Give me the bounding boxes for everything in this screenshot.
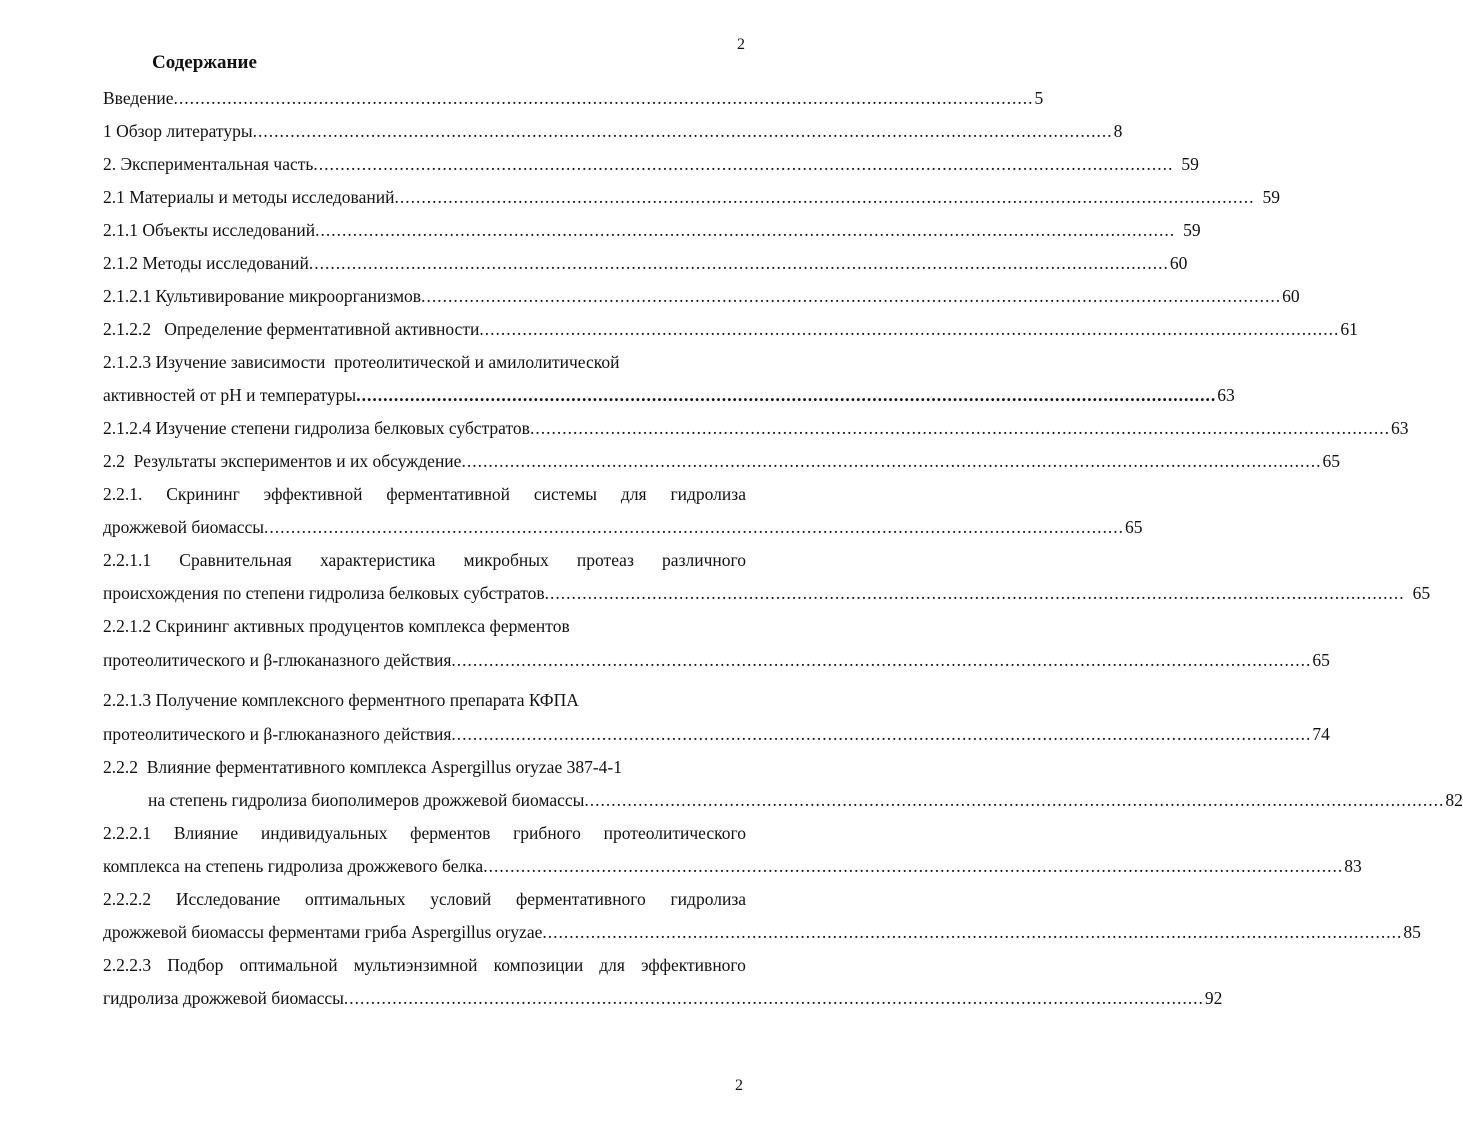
toc-entry-2-2-1-3[interactable]	[103, 722, 1330, 746]
toc-entry-page: 60	[1169, 253, 1188, 273]
toc-entry-2-2-2-2-line1[interactable]	[103, 887, 746, 911]
toc-entry-2-2-1-1-line1[interactable]	[103, 548, 746, 572]
toc-entry-2-2-1-3-line1[interactable]: 2.2.1.3 Получение комплексного ферментного препарата КФПА	[103, 690, 579, 710]
toc-entry-2-2-2-line1[interactable]: 2.2.2 Влияние ферментативного комплекса Aspergillus oryzae 387-4-1	[103, 757, 622, 777]
toc-word: ферментативного	[515, 889, 646, 909]
toc-entry-text: 2.1.2.4 Изучение степени гидролиза белковых субстратов	[103, 418, 530, 438]
toc-entry-page: 65	[1322, 451, 1340, 471]
toc-entry-page: 59	[1262, 187, 1280, 207]
toc-leader-dots: ................................................................................................................................................................	[584, 790, 1445, 810]
toc-entry-2-1-2-3-line1[interactable]: 2.1.2.3 Изучение зависимости протеолитической и амилолитической	[103, 352, 620, 372]
toc-word: эффективного	[641, 955, 746, 975]
toc-entry-text: дрожжевой биомассы	[103, 517, 265, 537]
toc-entry-text: 2.1.2 Методы исследований	[103, 253, 309, 273]
toc-title: Содержание	[152, 52, 257, 73]
toc-entry-text: протеолитического и β-глюканазного действия	[103, 650, 452, 670]
toc-entry-text: 2.1.1 Объекты исследований	[103, 220, 316, 240]
toc-word: для	[599, 955, 625, 975]
toc-entry-text: на степень гидролиза биополимеров дрожжевой биомассы	[148, 790, 585, 810]
toc-entry-2-1-2-1[interactable]	[103, 284, 1300, 308]
toc-entry-2-1[interactable]	[103, 185, 1280, 209]
toc-leader-dots: ................................................................................................................................................................	[173, 88, 1034, 108]
toc-entry-text: происхождения по степени гидролиза белковых субстратов	[103, 583, 545, 603]
toc-entry-2-2-1-2-line1[interactable]: 2.2.1.2 Скрининг активных продуцентов комплекса ферментов	[103, 616, 570, 636]
toc-entry-2-2-2-1[interactable]	[103, 854, 1362, 878]
toc-leader-dots: ................................................................................................................................................................	[529, 418, 1390, 438]
toc-word: протеаз	[576, 550, 634, 570]
toc-word: системы	[533, 484, 598, 504]
toc-entry-page: 63	[1217, 385, 1235, 405]
toc-entry-text: протеолитического и β-глюканазного действия	[103, 724, 452, 744]
toc-word: Исследование	[175, 889, 281, 909]
toc-leader-dots: ................................................................................................................................................................	[421, 286, 1282, 306]
toc-entry-text: Введение	[103, 88, 174, 108]
toc-leader-dots: ................................................................................................................................................................	[315, 220, 1176, 240]
toc-word: Скрининг	[166, 484, 240, 504]
toc-leader-dots: ................................................................................................................................................................	[542, 922, 1403, 942]
toc-word: оптимальной	[239, 955, 338, 975]
toc-leader-dots: ................................................................................................................................................................	[451, 724, 1312, 744]
toc-entry-page: 61	[1340, 319, 1358, 339]
toc-leader-dots: ................................................................................................................................................................	[451, 650, 1312, 670]
toc-entry-page: 63	[1390, 418, 1409, 438]
toc-word: оптимальных	[304, 889, 406, 909]
toc-leader-dots: ................................................................................................................................................................	[544, 583, 1405, 603]
toc-word: 2.2.2.1	[103, 823, 152, 843]
toc-entry-2-1-2-2[interactable]	[103, 317, 1358, 341]
page-number-bottom: 2	[735, 1077, 743, 1094]
toc-entry-page: 5	[1034, 88, 1044, 108]
toc-word: 2.2.2.3	[103, 955, 152, 975]
toc-entry-text: 2.1 Материалы и методы исследований	[103, 187, 395, 207]
toc-entry-text: 2.2 Результаты экспериментов и их обсуждение	[103, 451, 462, 471]
toc-entry-lit-review[interactable]	[103, 119, 1123, 143]
toc-entry-2-2-1-line1[interactable]	[103, 482, 746, 506]
toc-leader-dots: ................................................................................................................................................................	[394, 187, 1255, 207]
toc-leader-dots: ................................................................................................................................................................	[479, 319, 1340, 339]
toc-entry-2-2-1-2[interactable]	[103, 648, 1330, 672]
toc-entry-intro[interactable]	[103, 86, 1044, 110]
toc-word: 2.2.1.1	[103, 550, 152, 570]
toc-entry-page: 65	[1412, 583, 1431, 603]
toc-entry-page: 65	[1125, 517, 1143, 537]
toc-word: эффективной	[263, 484, 363, 504]
toc-word: гидролиза	[670, 889, 746, 909]
toc-entry-page: 8	[1113, 121, 1123, 141]
toc-word: для	[620, 484, 647, 504]
toc-word: мультиэнзимной	[353, 955, 478, 975]
page-number-top: 2	[737, 36, 745, 53]
toc-entry-page: 83	[1344, 856, 1362, 876]
toc-entry-2-1-2[interactable]	[103, 251, 1188, 275]
toc-entry-2-2-2[interactable]	[148, 788, 1463, 812]
toc-entry-text: 2. Экспериментальная часть	[103, 154, 314, 174]
toc-entry-exp-part[interactable]	[103, 152, 1199, 176]
toc-word: композиции	[493, 955, 584, 975]
toc-leader-dots: ................................................................................................................................................................	[264, 517, 1125, 537]
toc-entry-text: дрожжевой биомассы ферментами гриба Aspergillus oryzae	[103, 922, 543, 942]
toc-word: ферментов	[410, 823, 491, 843]
toc-word: грибного	[513, 823, 581, 843]
toc-word: индивидуальных	[260, 823, 388, 843]
toc-entry-page: 85	[1403, 922, 1421, 942]
toc-entry-2-1-2-4[interactable]	[103, 416, 1409, 440]
toc-entry-page: 82	[1445, 790, 1463, 810]
toc-entry-2-2-2-3[interactable]	[103, 986, 1223, 1010]
toc-entry-2-1-1[interactable]	[103, 218, 1201, 242]
toc-entry-page: 59	[1181, 154, 1199, 174]
toc-word: 2.2.1.	[103, 484, 143, 504]
toc-entry-2-2-2-1-line1[interactable]	[103, 821, 746, 845]
toc-leader-dots: ................................................................................................................................................................	[313, 154, 1174, 174]
toc-entry-2-2-2-2[interactable]	[103, 920, 1421, 944]
toc-leader-dots: ................................................................................................................................................................	[356, 385, 1217, 405]
toc-entry-text: 2.1.2.1 Культивирование микроорганизмов	[103, 286, 422, 306]
toc-word: микробных	[463, 550, 549, 570]
toc-leader-dots: ................................................................................................................................................................	[483, 856, 1344, 876]
toc-word: различного	[662, 550, 746, 570]
toc-word: гидролиза	[670, 484, 746, 504]
toc-entry-text: комплекса на степень гидролиза дрожжевого белка	[103, 856, 484, 876]
toc-entry-2-1-2-3[interactable]	[103, 383, 1235, 407]
toc-entry-2-2-2-3-line1[interactable]	[103, 953, 746, 977]
toc-entry-page: 92	[1204, 988, 1223, 1008]
toc-entry-2-2-1-1[interactable]	[103, 581, 1431, 605]
toc-entry-2-2-1[interactable]	[103, 515, 1143, 539]
toc-leader-dots: ................................................................................................................................................................	[343, 988, 1204, 1008]
toc-entry-text: 2.1.2.2 Определение ферментативной активности	[103, 319, 480, 339]
toc-leader-dots: ................................................................................................................................................................	[308, 253, 1169, 273]
toc-leader-dots: ................................................................................................................................................................	[252, 121, 1113, 141]
toc-entry-text: активностей от рН и температуры	[103, 385, 357, 405]
toc-entry-text: гидролиза дрожжевой биомассы	[103, 988, 344, 1008]
toc-entry-text: 1 Обзор литературы	[103, 121, 253, 141]
toc-word: протеолитического	[603, 823, 746, 843]
toc-entry-page: 59	[1183, 220, 1201, 240]
toc-word: Влияние	[173, 823, 239, 843]
toc-word: Подбор	[167, 955, 224, 975]
toc-word: характеристика	[319, 550, 436, 570]
toc-entry-2-2[interactable]	[103, 449, 1340, 473]
toc-word: 2.2.2.2	[103, 889, 152, 909]
toc-entry-page: 65	[1312, 650, 1330, 670]
toc-word: ферментативной	[386, 484, 511, 504]
toc-leader-dots: ................................................................................................................................................................	[461, 451, 1322, 471]
toc-entry-page: 60	[1282, 286, 1300, 306]
toc-word: Сравнительная	[179, 550, 292, 570]
toc-word: условий	[430, 889, 492, 909]
toc-entry-page: 74	[1312, 724, 1330, 744]
